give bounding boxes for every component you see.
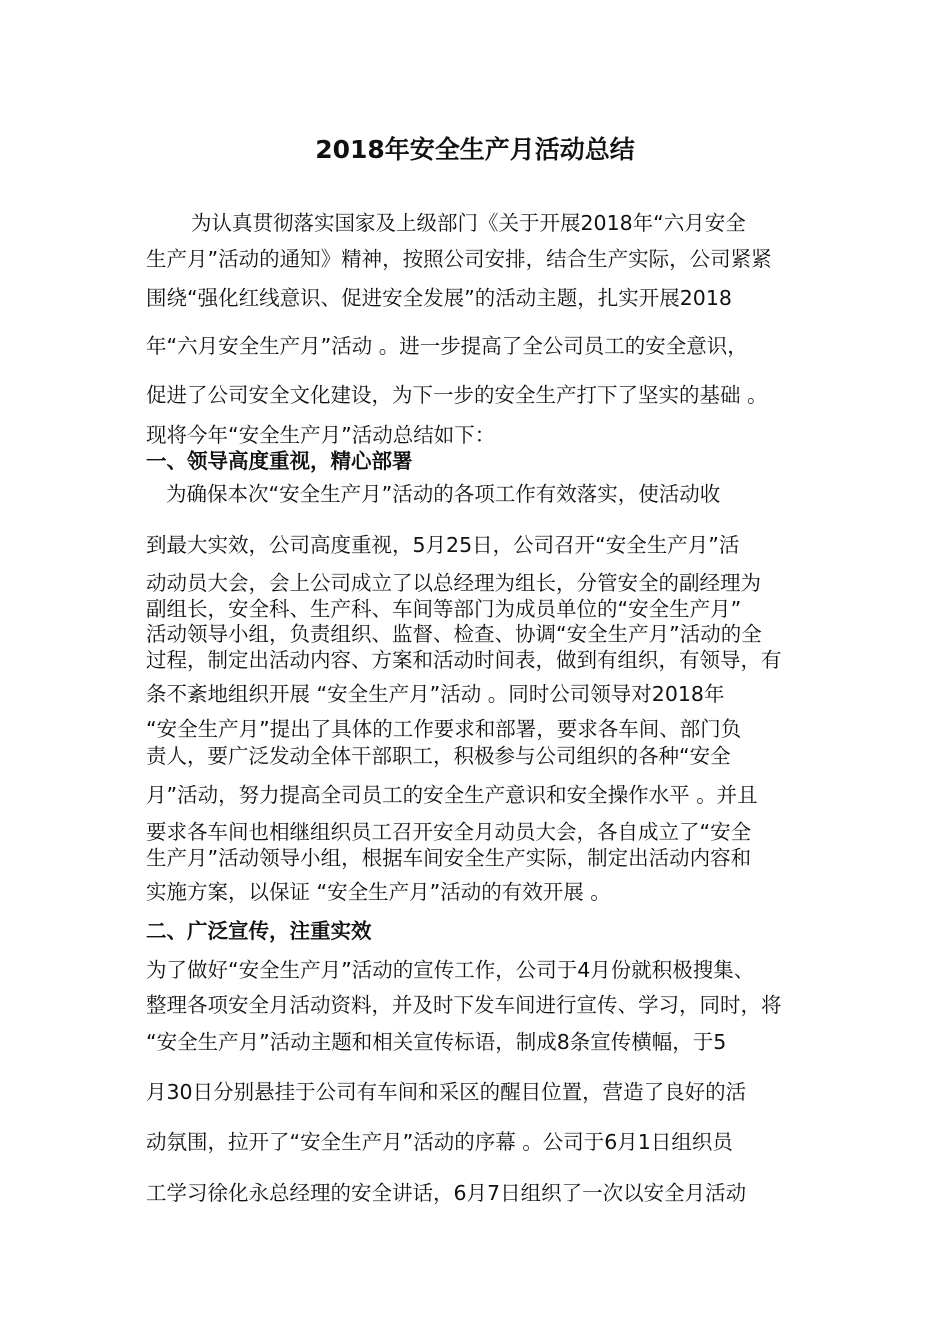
paragraph-line: 整理各项安全月活动资料，并及时下发车间进行宣传、学习，同时，将 — [146, 993, 782, 1017]
paragraph-line: 生产月”活动领导小组，根据车间安全生产实际，制定出活动内容和 — [146, 846, 752, 870]
paragraph-line: 为了做好“安全生产月”活动的宣传工作，公司于4月份就积极搜集、 — [146, 958, 755, 982]
paragraph-line: 月30日分别悬挂于公司有车间和采区的醒目位置，营造了良好的活 — [146, 1080, 747, 1104]
paragraph-line: 副组长，安全科、生产科、车间等部门为成员单位的“安全生产月” — [146, 597, 742, 621]
paragraph-line: 促进了公司安全文化建设，为下一步的安全生产打下了坚实的基础 。 — [146, 383, 768, 407]
paragraph-line: 动动员大会，会上公司成立了以总经理为组长，分管安全的副经理为 — [146, 571, 761, 595]
paragraph-line: 工学习徐化永总经理的安全讲话，6月7日组织了一次以安全月活动 — [146, 1181, 747, 1205]
paragraph-line: 活动领导小组，负责组织、监督、检查、协调“安全生产月”活动的全 — [146, 622, 762, 646]
paragraph-line: 实施方案，以保证 “安全生产月”活动的有效开展 。 — [146, 880, 611, 904]
section-heading: 二、广泛宣传，注重实效 — [146, 919, 372, 943]
paragraph-line: 现将今年“安全生产月”活动总结如下： — [146, 423, 496, 447]
paragraph-line: 年“六月安全生产月”活动 。进一步提高了全公司员工的安全意识， — [146, 334, 748, 358]
paragraph-line: 责人，要广泛发动全体干部职工，积极参与公司组织的各种“安全 — [146, 744, 731, 768]
paragraph-line: 要求各车间也相继组织员工召开安全月动员大会，各自成立了“安全 — [146, 820, 752, 844]
paragraph-line: 条不紊地组织开展 “安全生产月”活动 。同时公司领导对2018年 — [146, 682, 725, 706]
paragraph-line: 到最大实效，公司高度重视，5月25日，公司召开“安全生产月”活 — [146, 533, 740, 557]
paragraph-line: “安全生产月”提出了具体的工作要求和部署，要求各车间、部门负 — [146, 717, 742, 741]
paragraph-line: 月”活动，努力提高全司员工的安全生产意识和安全操作水平 。并且 — [146, 783, 758, 807]
section-heading: 一、领导高度重视，精心部署 — [146, 449, 413, 473]
paragraph-line: “安全生产月”活动主题和相关宣传标语，制成8条宣传横幅，于5 — [146, 1030, 727, 1054]
paragraph-line: 动氛围，拉开了“安全生产月”活动的序幕 。公司于6月1日组织员 — [146, 1130, 733, 1154]
document-title: 2018年安全生产月活动总结 — [315, 135, 635, 164]
paragraph-line: 生产月”活动的通知》精神，按照公司安排，结合生产实际，公司紧紧 — [146, 247, 772, 271]
paragraph-line: 过程，制定出活动内容、方案和活动时间表，做到有组织，有领导，有 — [146, 648, 782, 672]
paragraph-line: 围绕“强化红线意识、促进安全发展”的活动主题，扎实开展2018 — [146, 286, 732, 310]
paragraph-line: 为确保本次“安全生产月”活动的各项工作有效落实，使活动收 — [166, 482, 721, 506]
paragraph-line: 为认真贯彻落实国家及上级部门《关于开展2018年“六月安全 — [191, 211, 746, 235]
